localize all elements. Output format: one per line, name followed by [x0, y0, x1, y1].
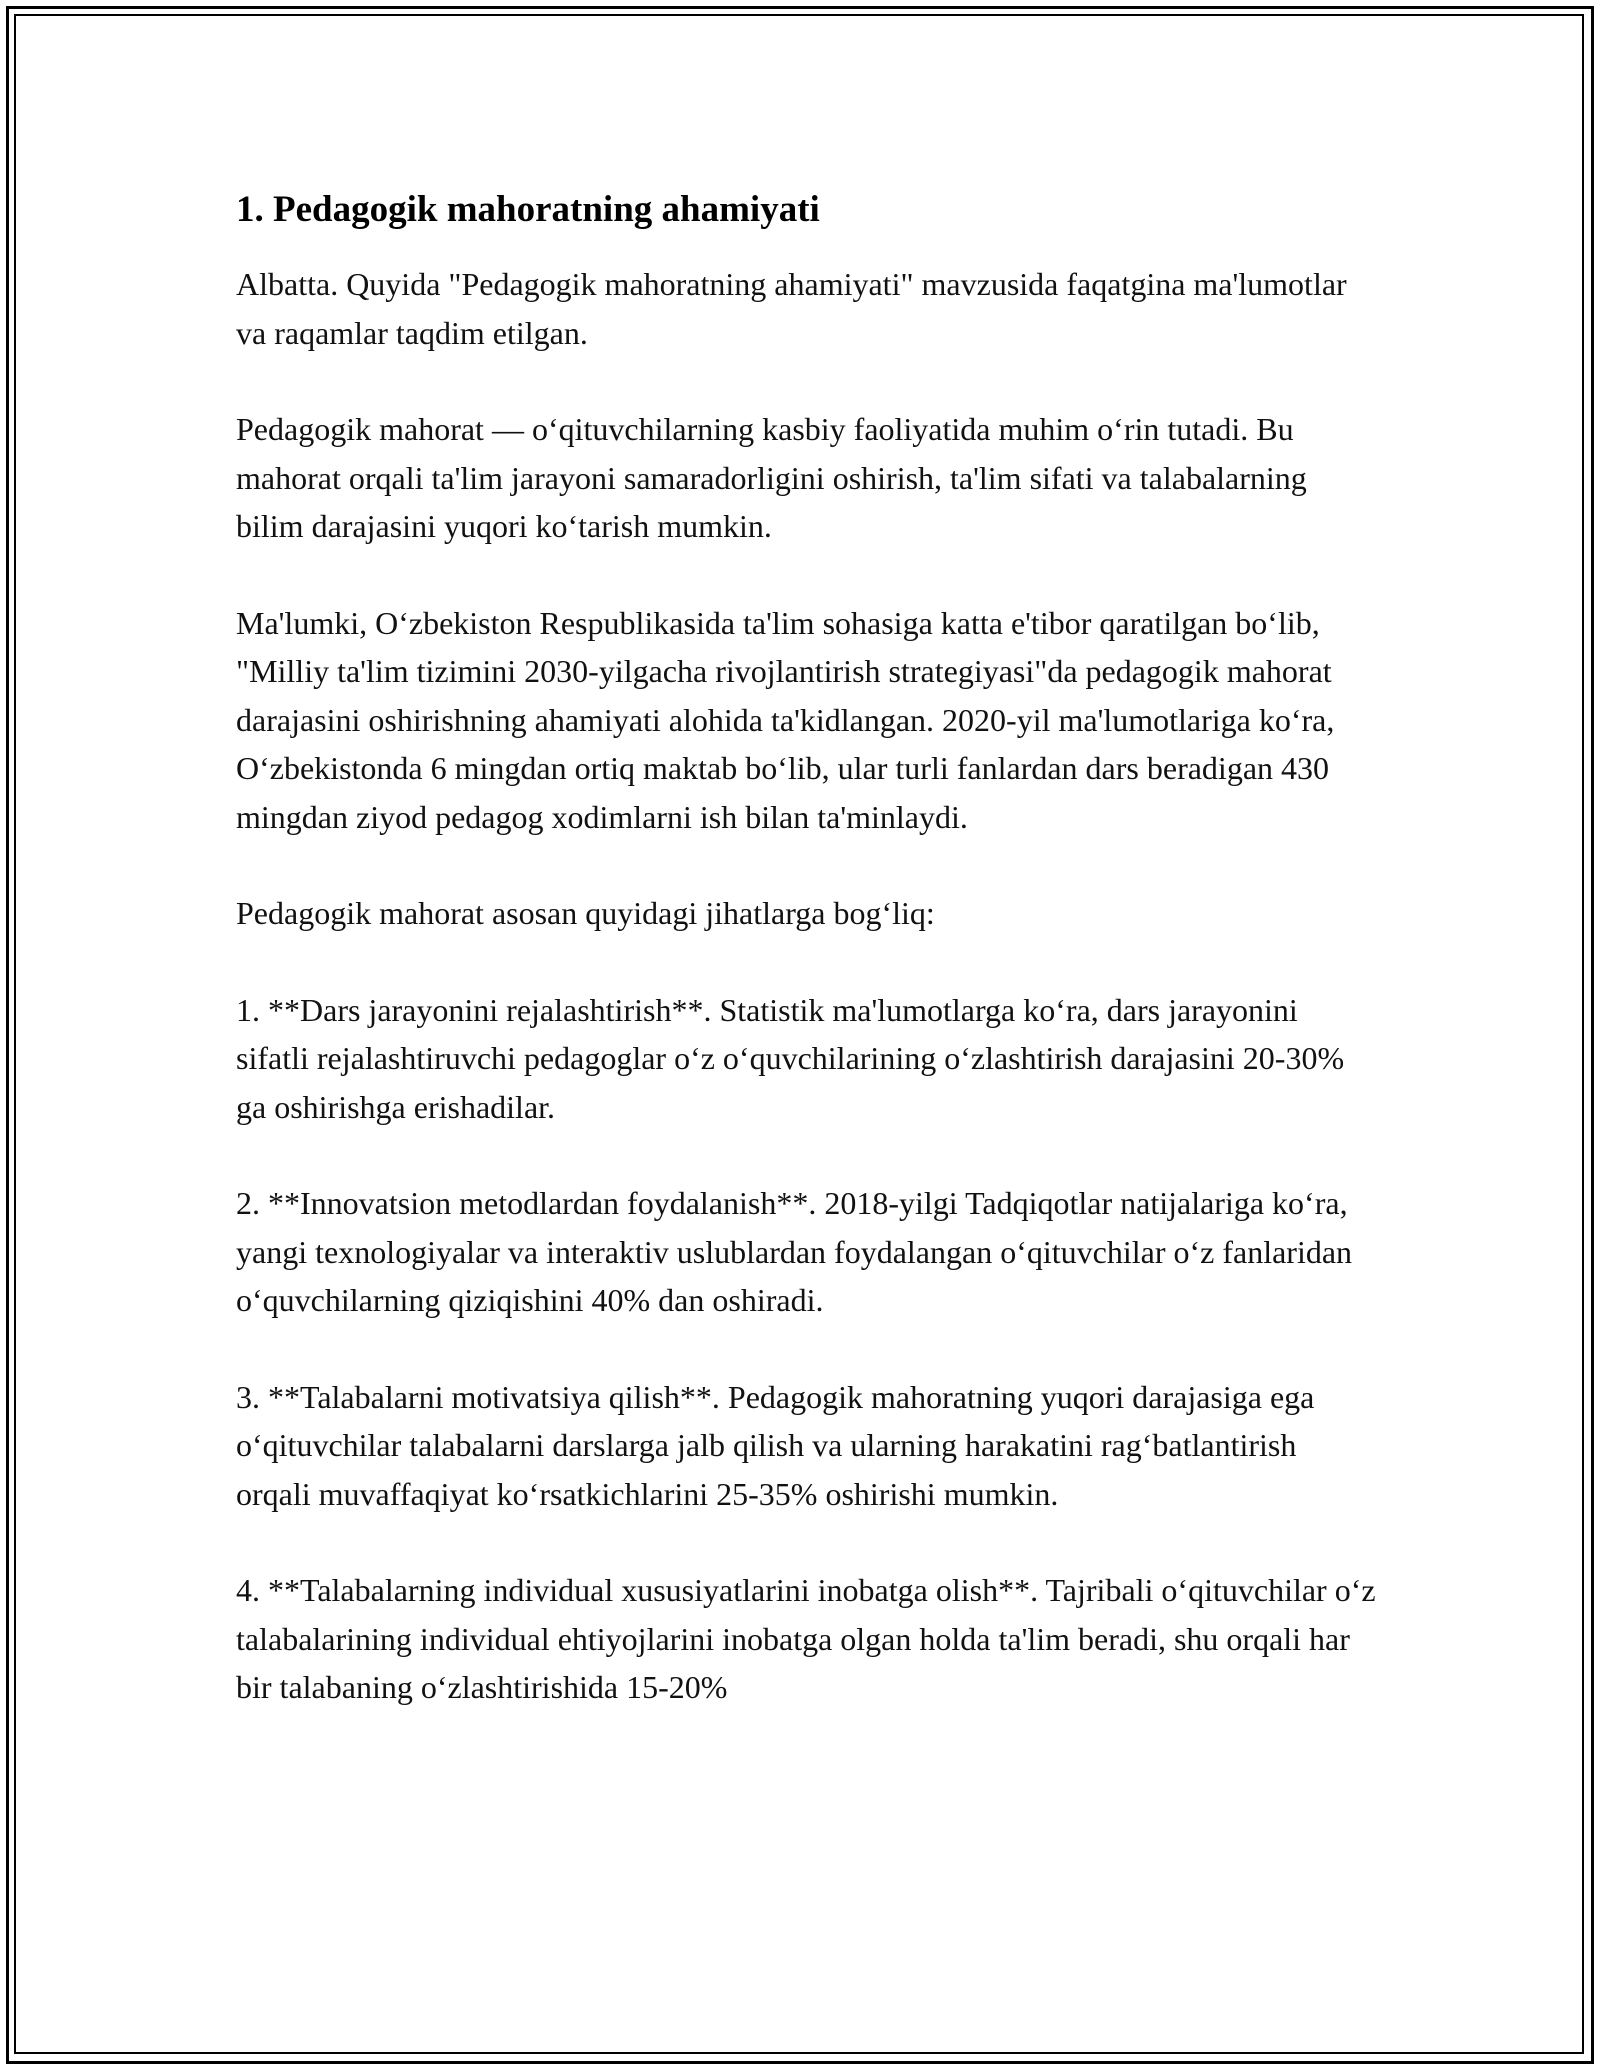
paragraph-definition: Pedagogik mahorat — o‘qituvchilarning kasbiy faoliyatida muhim o‘rin tutadi. Bu mahorat orqali ta'lim jarayoni samaradorligini oshirish, ta'lim sifati va talabalarning bilim darajasini yuqori ko‘tarish mumkin. — [236, 411, 1307, 544]
list-item-innovation: 2. **Innovatsion metodlardan foydalanish**. 2018-yilgi Tadqiqotlar natijalariga ko‘ra, yangi texnologiyalar va interaktiv uslublardan foydalangan o‘qituvchilar o‘z fanlaridan o‘quvchilarning qiziqishini 40% dan oshiradi. — [236, 1185, 1353, 1318]
paragraph-intro: Albatta. Quyida "Pedagogik mahoratning ahamiyati" mavzusida faqatgina ma'lumotlar va raqamlar taqdim etilgan. — [236, 266, 1347, 351]
paragraph-list-intro: Pedagogik mahorat asosan quyidagi jihatlarga bog‘liq: — [236, 895, 935, 931]
paragraph-context: Ma'lumki, O‘zbekiston Respublikasida ta'lim sohasiga katta e'tibor qaratilgan bo‘lib, "Milliy ta'lim tizimini 2030-yilgacha rivojlantirish strategiyasi"da pedagogik mahorat darajasini oshirishning ahamiyati alohida ta'kidlangan. 2020-yil ma'lumotlariga ko‘ra, O‘zbekistonda 6 mingdan ortiq maktab bo‘lib, ular turli fanlardan dars beradigan 430 mingdan ziyod pedagog xodimlarni ish bilan ta'minlaydi. — [236, 604, 1335, 835]
list-item-motivation: 3. **Talabalarni motivatsiya qilish**. Pedagogik mahoratning yuqori darajasiga ega o‘qituvchilar talabalarni darslarga jalb qilish va ularning harakatini rag‘batlantirish orqali muvaffaqiyat ko‘rsatkichlarini 25-35% oshirishi mumkin. — [236, 1378, 1315, 1512]
section-heading: 1. Pedagogik mahoratning ahamiyati — [236, 189, 820, 230]
list-item-individual: 4. **Talabalarning individual xususiyatlarini inobatga olish**. Tajribali o‘qituvchilar o‘z talabalarining individual ehtiyojlarini inobatga olgan holda ta'lim beradi, shu orqali har bir talabaning o‘zlashtirishida 15-20% — [236, 1572, 1376, 1705]
document-body — [236, 186, 1376, 1760]
list-item-planning: 1. **Dars jarayonini rejalashtirish**. Statistik ma'lumotlarga ko‘ra, dars jarayonini sifatli rejalashtiruvchi pedagoglar o‘z o‘quvchilarining o‘zlashtirish darajasini 20-30% ga oshirishga erishadilar. — [236, 991, 1345, 1125]
